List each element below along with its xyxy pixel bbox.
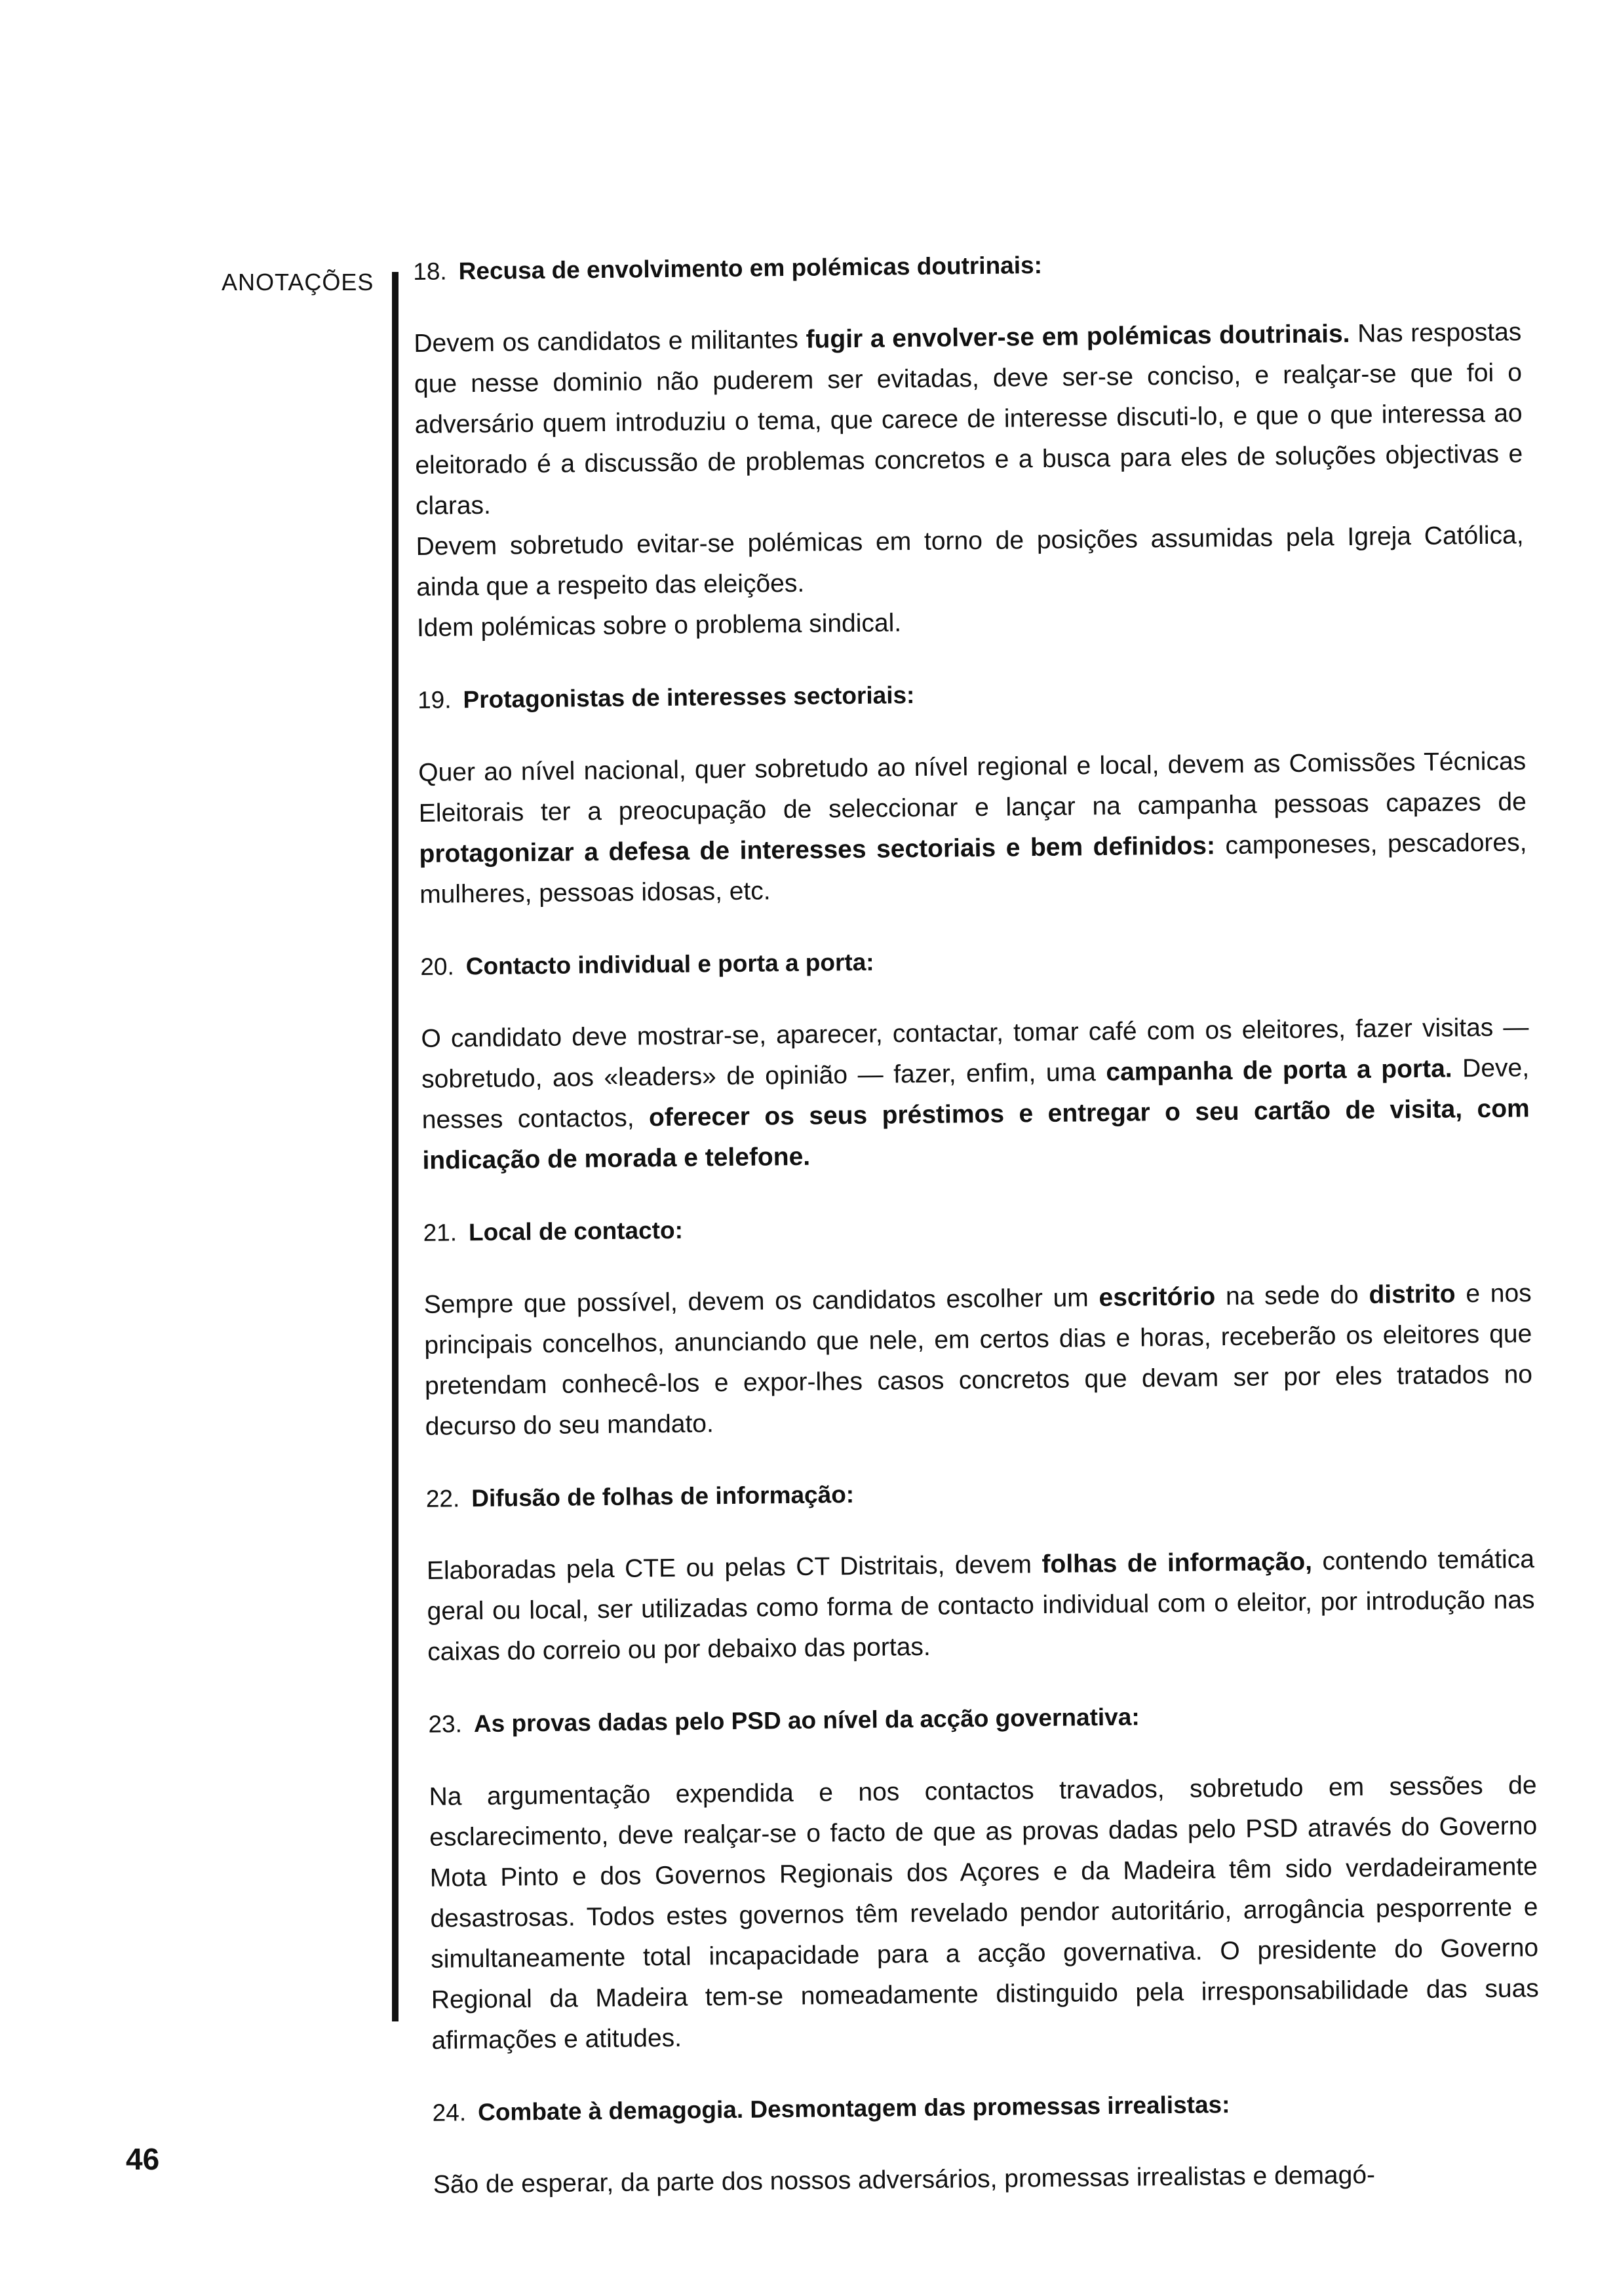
section-number: 23. xyxy=(428,1710,463,1738)
text-run: Na argumentação expendida e nos contactos travados, sobretudo em sessões de esclarecimento, deve realçar-se o facto de que as provas dadas pelo PSD através do Governo Mota Pinto e dos Governos Regionais dos Açores e da Madeira têm sido verdadeiramente desastrosas. Todos estes governos têm revelado pendor autoritário, arrogância pesporrente e simultaneamente total incapacidade para a acção governativa. O presidente do Governo Regional da Madeira tem-se nomeadamente distinguido pela irresponsabilidade das suas afirmações e atitudes. xyxy=(429,1770,1539,2055)
section-number: 20. xyxy=(420,952,454,980)
text-run: Deve, nesses contactos, xyxy=(421,1053,1530,1134)
section-24 xyxy=(432,2086,1541,2206)
text-run: camponeses, pescadores, mulheres, pessoas idosas, etc. xyxy=(419,828,1527,909)
section-heading xyxy=(420,940,1528,982)
text-run: Elaboradas pela CTE ou pelas CT Distritais, devem xyxy=(426,1550,1042,1586)
text-run: Devem os candidatos e militantes xyxy=(414,325,806,358)
section-heading xyxy=(428,1698,1536,1740)
text-run: contendo temática geral ou local, ser utilizadas como forma de contacto individual com o eleitor, por introdução nas caixas do correio ou por debaixo das portas. xyxy=(427,1545,1535,1667)
paragraph xyxy=(429,1765,1539,2061)
section-number: 19. xyxy=(417,686,452,714)
paragraph xyxy=(414,313,1523,527)
section-20 xyxy=(420,940,1530,1181)
section-number: 18. xyxy=(413,258,447,285)
paragraph xyxy=(427,1539,1536,1673)
page-number: 46 xyxy=(126,2142,160,2176)
section-18 xyxy=(413,245,1525,649)
section-heading xyxy=(413,245,1521,287)
section-number: 22. xyxy=(425,1485,460,1512)
section-number: 21. xyxy=(423,1219,457,1246)
section-heading xyxy=(423,1206,1530,1248)
section-19 xyxy=(418,674,1528,915)
section-21 xyxy=(423,1206,1533,1447)
section-title: Protagonistas de interesses sectoriais: xyxy=(463,681,915,714)
paragraph xyxy=(421,1007,1530,1181)
bold-text: oferecer os seus préstimos e entregar o seu cartão de visita, com indicação de morada e telefone. xyxy=(422,1094,1530,1175)
bold-text: folhas de informação, xyxy=(1041,1547,1313,1579)
margin-rule xyxy=(392,272,399,2021)
section-title: Local de contacto: xyxy=(468,1216,684,1246)
text-run: São de esperar, da parte dos nossos adversários, promessas irrealistas e demagó- xyxy=(433,2160,1376,2199)
section-title: As provas dadas pelo PSD ao nível da acção governativa: xyxy=(473,1703,1140,1738)
paragraph xyxy=(416,516,1524,609)
section-heading xyxy=(426,1472,1534,1514)
text-run: O candidato deve mostrar-se, aparecer, contactar, tomar café com os eleitores, fazer visitas — sobretudo, aos «leaders» de opinião — fazer, enfim, uma xyxy=(421,1012,1529,1094)
section-23 xyxy=(428,1698,1540,2061)
text-run: Sempre que possível, devem os candidatos escolher um xyxy=(423,1284,1099,1319)
section-heading xyxy=(432,2086,1540,2128)
margin-label-anotacoes: ANOTAÇÕES xyxy=(222,269,374,296)
text-run: Nas respostas que nesse dominio não puderem ser evitadas, deve ser-se conciso, e realçar-se que foi o adversário quem introduziu o tema, que carece de interesse discuti-lo, e que o que interessa ao eleitorado é a discussão de problemas concretos e a busca para eles de soluções objectivas e claras. xyxy=(414,318,1523,521)
text-run: e nos principais concelhos, anunciando que nele, em certos dias e horas, receberão os eleitores que pretendam conhecê-los e expor-lhes casos concretos que devam ser por eles tratados no decurso do seu mandato. xyxy=(424,1279,1533,1441)
bold-text: campanha de porta a porta. xyxy=(1106,1054,1452,1086)
bold-text: escritório xyxy=(1099,1282,1216,1312)
bold-text: fugir a envolver-se em polémicas doutrinais. xyxy=(806,320,1350,354)
paragraph xyxy=(423,1273,1533,1447)
text-run: na sede do xyxy=(1215,1280,1369,1311)
section-title: Contacto individual e porta a porta: xyxy=(465,948,874,980)
text-run: Idem polémicas sobre o problema sindical. xyxy=(416,609,902,643)
paragraph xyxy=(418,741,1528,915)
paragraph xyxy=(433,2153,1541,2206)
section-title: Recusa de envolvimento em polémicas doutrinais: xyxy=(458,251,1043,285)
text-run: Devem sobretudo evitar-se polémicas em torno de posições assumidas pela Igreja Católica, ainda que a respeito das eleições. xyxy=(416,521,1524,602)
text-run: Quer ao nível nacional, quer sobretudo ao nível regional e local, devem as Comissões Técnicas Eleitorais ter a preocupação de seleccionar e lançar na campanha pessoas capazes de xyxy=(418,746,1527,828)
section-title: Combate à demagogia. Desmontagem das promessas irrealistas: xyxy=(477,2090,1230,2126)
section-title: Difusão de folhas de informação: xyxy=(471,1481,855,1512)
bold-text: distrito xyxy=(1369,1280,1456,1309)
section-heading xyxy=(418,674,1525,716)
section-22 xyxy=(426,1472,1536,1673)
document-body xyxy=(413,245,1542,2242)
bold-text: protagonizar a defesa de interesses sectoriais e bem definidos: xyxy=(419,831,1216,868)
section-number: 24. xyxy=(432,2098,467,2126)
